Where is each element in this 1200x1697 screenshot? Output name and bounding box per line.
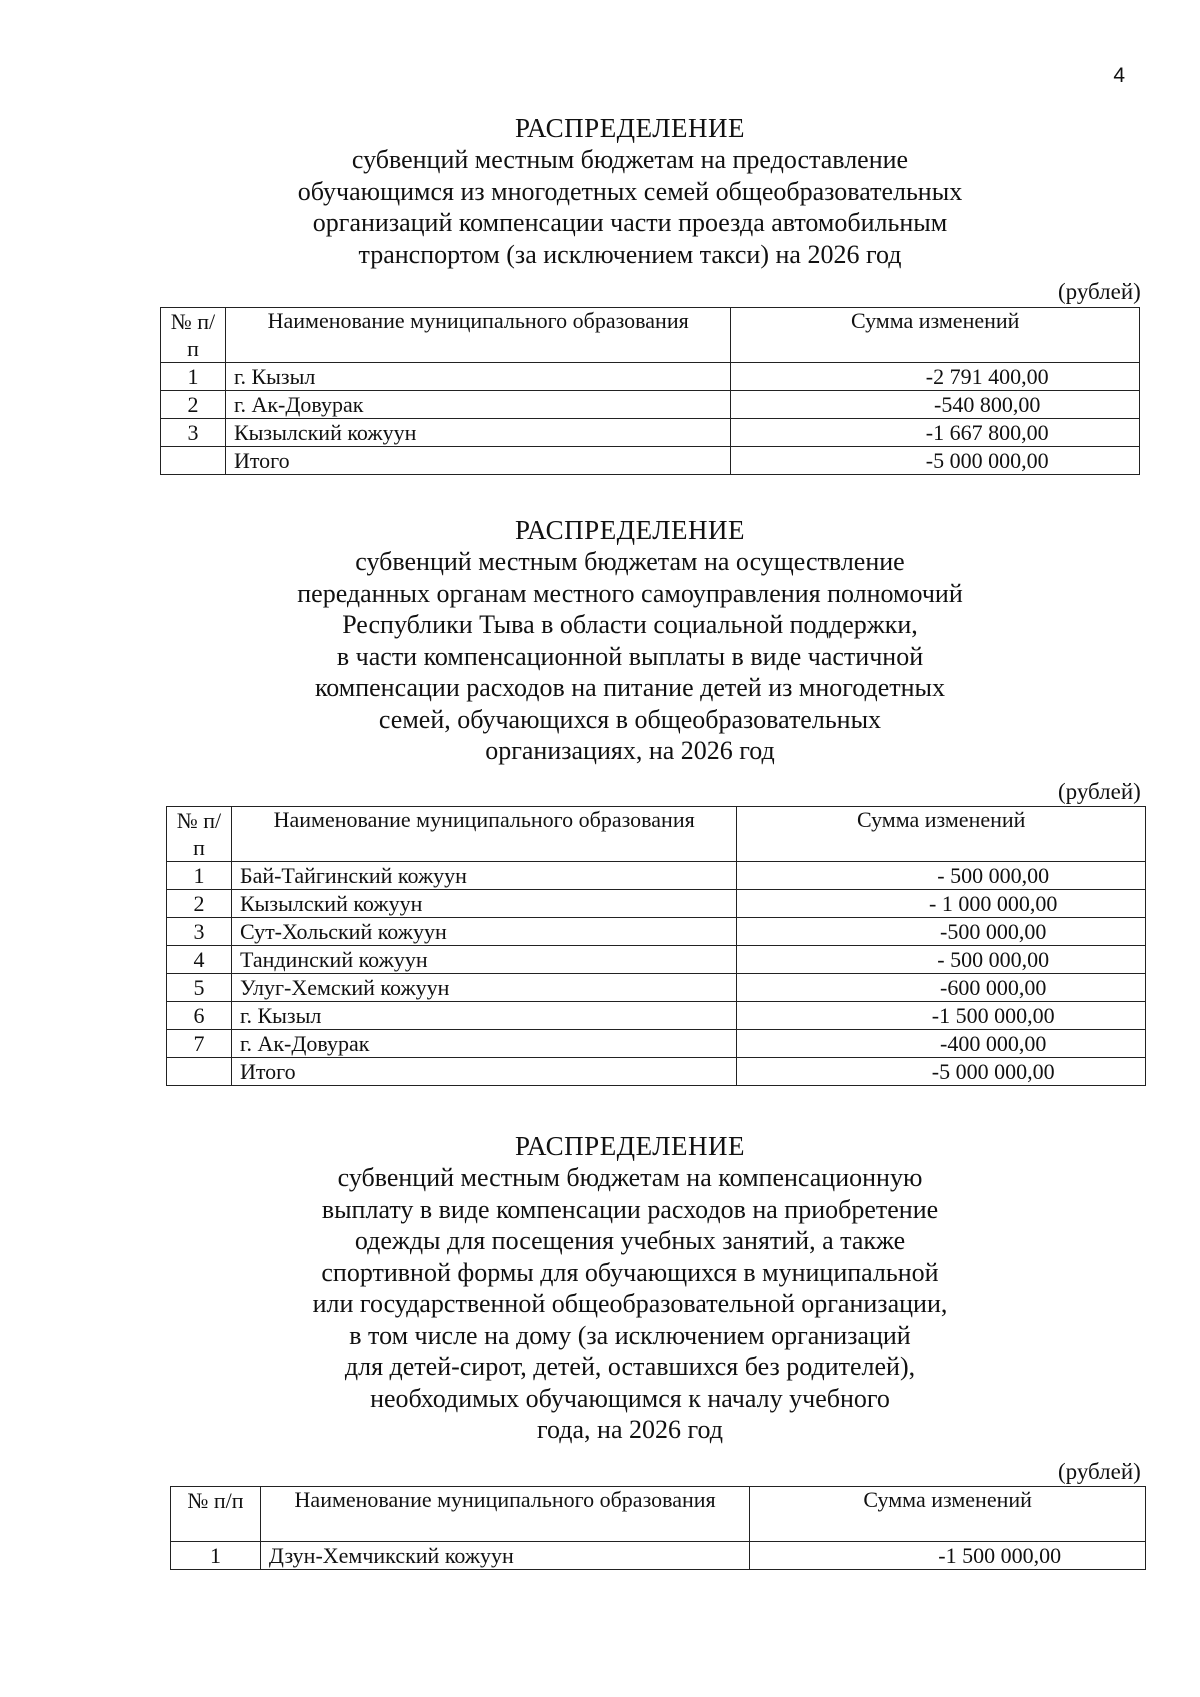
subtitle-line: транспортом (за исключением такси) на 2026 год xyxy=(358,239,902,269)
section-title: РАСПРЕДЕЛЕНИЕ xyxy=(514,1131,746,1161)
table-row xyxy=(167,946,1146,974)
unit-label: (рублей) xyxy=(1058,279,1141,304)
header-name: Наименование муниципального образования xyxy=(260,1487,749,1542)
row-amount: -540 800,00 xyxy=(731,391,1140,419)
row-num: 3 xyxy=(167,918,232,946)
row-name: Бай-Тайгинский кожуун xyxy=(231,862,736,890)
header-num: № п/п xyxy=(161,308,226,363)
row-name: Кызылский кожуун xyxy=(225,419,730,447)
subtitle-line: Республики Тыва в области социальной поддержки, xyxy=(342,610,918,639)
row-num: 1 xyxy=(167,862,232,890)
subtitle-line: в том числе на дому (за исключением организаций xyxy=(349,1320,911,1350)
section-subtitle xyxy=(60,546,1200,767)
row-name: г. Кызыл xyxy=(231,1002,736,1030)
table-row xyxy=(167,1002,1146,1030)
subtitle-line: организаций компенсации части проезда автомобильным xyxy=(312,208,948,237)
row-num: 4 xyxy=(167,946,232,974)
row-name: г. Ак-Довурак xyxy=(225,391,730,419)
row-name: Сут-Хольский кожуун xyxy=(231,918,736,946)
row-num: 1 xyxy=(171,1542,261,1570)
row-amount: -1 500 000,00 xyxy=(750,1542,1146,1570)
row-name: Тандинский кожуун xyxy=(231,946,736,974)
subtitle-line: необходимых обучающимся к началу учебного xyxy=(370,1383,890,1413)
page-number: 4 xyxy=(1113,64,1125,87)
subtitle-line: организациях, на 2026 год xyxy=(485,736,775,765)
row-amount: -600 000,00 xyxy=(737,974,1146,1002)
row-name: Улуг-Хемский кожуун xyxy=(231,974,736,1002)
header-amount: Сумма изменений xyxy=(737,807,1146,862)
row-num: 3 xyxy=(161,419,226,447)
table-row xyxy=(161,419,1140,447)
section-title: РАСПРЕДЕЛЕНИЕ xyxy=(514,515,746,545)
distribution-table xyxy=(170,1486,1146,1570)
subtitle-line: спортивной формы для обучающихся в муниципальной xyxy=(321,1257,939,1287)
section-transport-compensation xyxy=(0,112,1200,270)
table-row xyxy=(167,862,1146,890)
row-num xyxy=(161,447,226,475)
table-header-row xyxy=(171,1487,1146,1542)
table-header-row xyxy=(161,308,1140,363)
row-num: 6 xyxy=(167,1002,232,1030)
subtitle-line: переданных органам местного самоуправления полномочий xyxy=(297,578,963,608)
table-row xyxy=(171,1542,1146,1570)
subtitle-line: субвенций местным бюджетам на предоставление xyxy=(351,145,909,174)
subtitle-line: субвенций местным бюджетам на компенсационную xyxy=(337,1163,923,1192)
table-row xyxy=(167,890,1146,918)
table-header-row xyxy=(167,807,1146,862)
row-amount: -5 000 000,00 xyxy=(737,1058,1146,1086)
row-name: г. Кызыл xyxy=(225,363,730,391)
subtitle-line: одежды для посещения учебных занятий, а также xyxy=(354,1226,906,1255)
header-num: № п/п xyxy=(171,1487,261,1542)
table-row xyxy=(167,1030,1146,1058)
subtitle-line: для детей-сирот, детей, оставшихся без родителей), xyxy=(344,1352,916,1381)
table-total-row xyxy=(161,447,1140,475)
table-total-row xyxy=(167,1058,1146,1086)
row-amount: -1 500 000,00 xyxy=(737,1002,1146,1030)
row-num: 7 xyxy=(167,1030,232,1058)
distribution-table xyxy=(160,307,1140,475)
subtitle-line: или государственной общеобразовательной организации, xyxy=(312,1289,948,1318)
unit-label: (рублей) xyxy=(1058,1459,1141,1484)
distribution-table xyxy=(166,806,1146,1086)
header-name: Наименование муниципального образования xyxy=(231,807,736,862)
row-name: Итого xyxy=(231,1058,736,1086)
table-row xyxy=(161,363,1140,391)
row-amount: -1 667 800,00 xyxy=(731,419,1140,447)
unit-label: (рублей) xyxy=(1058,779,1141,804)
row-amount: -2 791 400,00 xyxy=(731,363,1140,391)
header-amount: Сумма изменений xyxy=(731,308,1140,363)
row-name: г. Ак-Довурак xyxy=(231,1030,736,1058)
subtitle-line: обучающимся из многодетных семей общеобразовательных xyxy=(297,176,963,206)
row-amount: - 500 000,00 xyxy=(737,946,1146,974)
subtitle-line: года, на 2026 год xyxy=(537,1415,723,1444)
table-row xyxy=(161,391,1140,419)
subtitle-line: семей, обучающихся в общеобразовательных xyxy=(378,704,882,734)
section-subtitle xyxy=(60,1162,1200,1446)
row-num: 2 xyxy=(167,890,232,918)
row-num: 5 xyxy=(167,974,232,1002)
row-num: 2 xyxy=(161,391,226,419)
subtitle-line: субвенций местным бюджетам на осуществление xyxy=(355,547,905,576)
header-num: № п/п xyxy=(167,807,232,862)
subtitle-line: компенсации расходов на питание детей из многодетных xyxy=(314,673,946,702)
section-meal-compensation xyxy=(0,514,1200,767)
section-clothing-compensation xyxy=(0,1130,1200,1446)
subtitle-line: в части компенсационной выплаты в виде частичной xyxy=(336,641,924,671)
row-amount: -5 000 000,00 xyxy=(731,447,1140,475)
row-num: 1 xyxy=(161,363,226,391)
row-amount: -500 000,00 xyxy=(737,918,1146,946)
header-name: Наименование муниципального образования xyxy=(225,308,730,363)
table-row xyxy=(167,974,1146,1002)
section-title: РАСПРЕДЕЛЕНИЕ xyxy=(514,113,746,143)
table-row xyxy=(167,918,1146,946)
section-subtitle xyxy=(60,144,1200,270)
header-amount: Сумма изменений xyxy=(750,1487,1146,1542)
row-amount: - 1 000 000,00 xyxy=(737,890,1146,918)
subtitle-line: выплату в виде компенсации расходов на приобретение xyxy=(321,1194,939,1224)
row-name: Итого xyxy=(225,447,730,475)
row-num xyxy=(167,1058,232,1086)
row-amount: - 500 000,00 xyxy=(737,862,1146,890)
row-name: Кызылский кожуун xyxy=(231,890,736,918)
row-name: Дзун-Хемчикский кожуун xyxy=(260,1542,749,1570)
row-amount: -400 000,00 xyxy=(737,1030,1146,1058)
